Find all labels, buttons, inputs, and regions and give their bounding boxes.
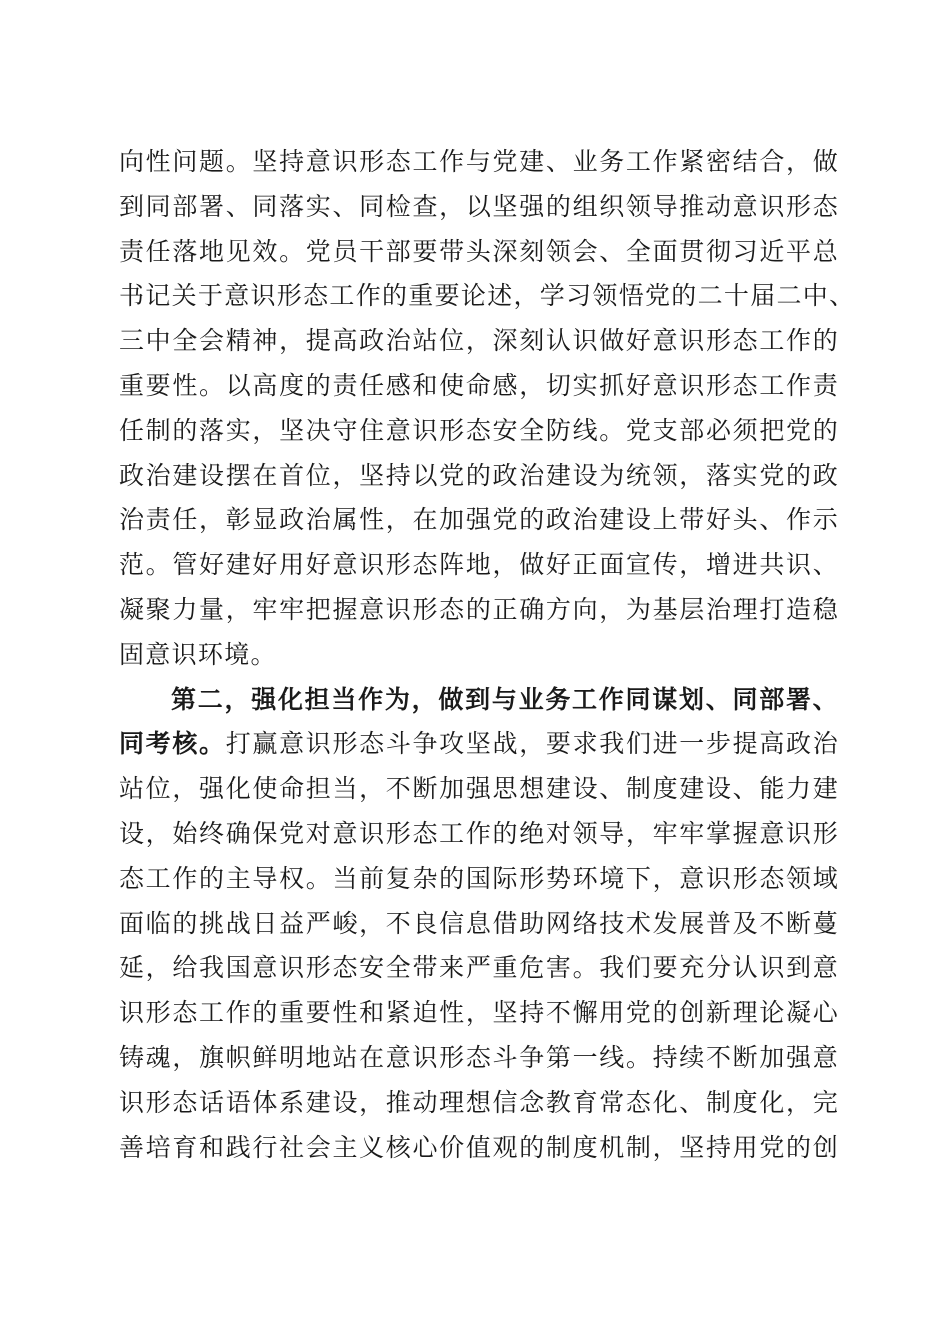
text-line: 责任落地见效。党员干部要带头深刻领会、全面贯彻习近平总: [119, 236, 839, 266]
text-fragment: 打赢意识形态斗争攻坚战，要求我们进一步提高政治: [225, 729, 840, 759]
text-line: 面临的挑战日益严峻，不良信息借助网络技术发展普及不断蔓: [119, 908, 839, 938]
text-line: 铸魂，旗帜鲜明地站在意识形态斗争第一线。持续不断加强意: [119, 1042, 839, 1072]
text-line: 固意识环境。: [119, 639, 277, 669]
text-line: 设，始终确保党对意识形态工作的绝对领导，牢牢掌握意识形: [119, 818, 839, 848]
document-body: [119, 140, 856, 1170]
text-line: 政治建设摆在首位，坚持以党的政治建设为统领，落实党的政: [119, 460, 839, 490]
text-line: 任制的落实，坚决守住意识形态安全防线。党支部必须把党的: [119, 415, 839, 445]
text-line: 治责任，彰显政治属性，在加强党的政治建设上带好头、作示: [119, 505, 839, 535]
text-line: 态工作的主导权。当前复杂的国际形势环境下，意识形态领域: [119, 863, 839, 893]
text-line: 凝聚力量，牢牢把握意识形态的正确方向，为基层治理打造稳: [119, 594, 839, 624]
text-line: 范。管好建好用好意识形态阵地，做好正面宣传，增进共识、: [119, 550, 839, 580]
text-line: 到同部署、同落实、同检查，以坚强的组织领导推动意识形态: [119, 191, 839, 221]
text-line: 重要性。以高度的责任感和使命感，切实抓好意识形态工作责: [119, 370, 839, 400]
text-line: 站位，强化使命担当，不断加强思想建设、制度建设、能力建: [119, 774, 839, 804]
paragraph-1: [119, 140, 856, 678]
text-line: 三中全会精神，提高政治站位，深刻认识做好意识形态工作的: [119, 326, 839, 356]
section-heading-end: 同考核。: [119, 729, 226, 759]
text-line: 延，给我国意识形态安全带来严重危害。我们要充分认识到意: [119, 953, 839, 983]
paragraph-2: [119, 678, 839, 1171]
text-line: [119, 722, 839, 767]
text-line: 识形态工作的重要性和紧迫性，坚持不懈用党的创新理论凝心: [119, 998, 839, 1028]
text-line: 向性问题。坚持意识形态工作与党建、业务工作紧密结合，做: [119, 147, 839, 176]
text-line: 识形态话语体系建设，推动理想信念教育常态化、制度化，完: [119, 1087, 839, 1117]
text-line: 善培育和践行社会主义核心价值观的制度机制，坚持用党的创: [119, 1132, 839, 1162]
section-heading: 第二，强化担当作为，做到与业务工作同谋划、同部署、: [171, 684, 839, 714]
text-line: 书记关于意识形态工作的重要论述，学习领悟党的二十届二中、: [119, 281, 856, 311]
